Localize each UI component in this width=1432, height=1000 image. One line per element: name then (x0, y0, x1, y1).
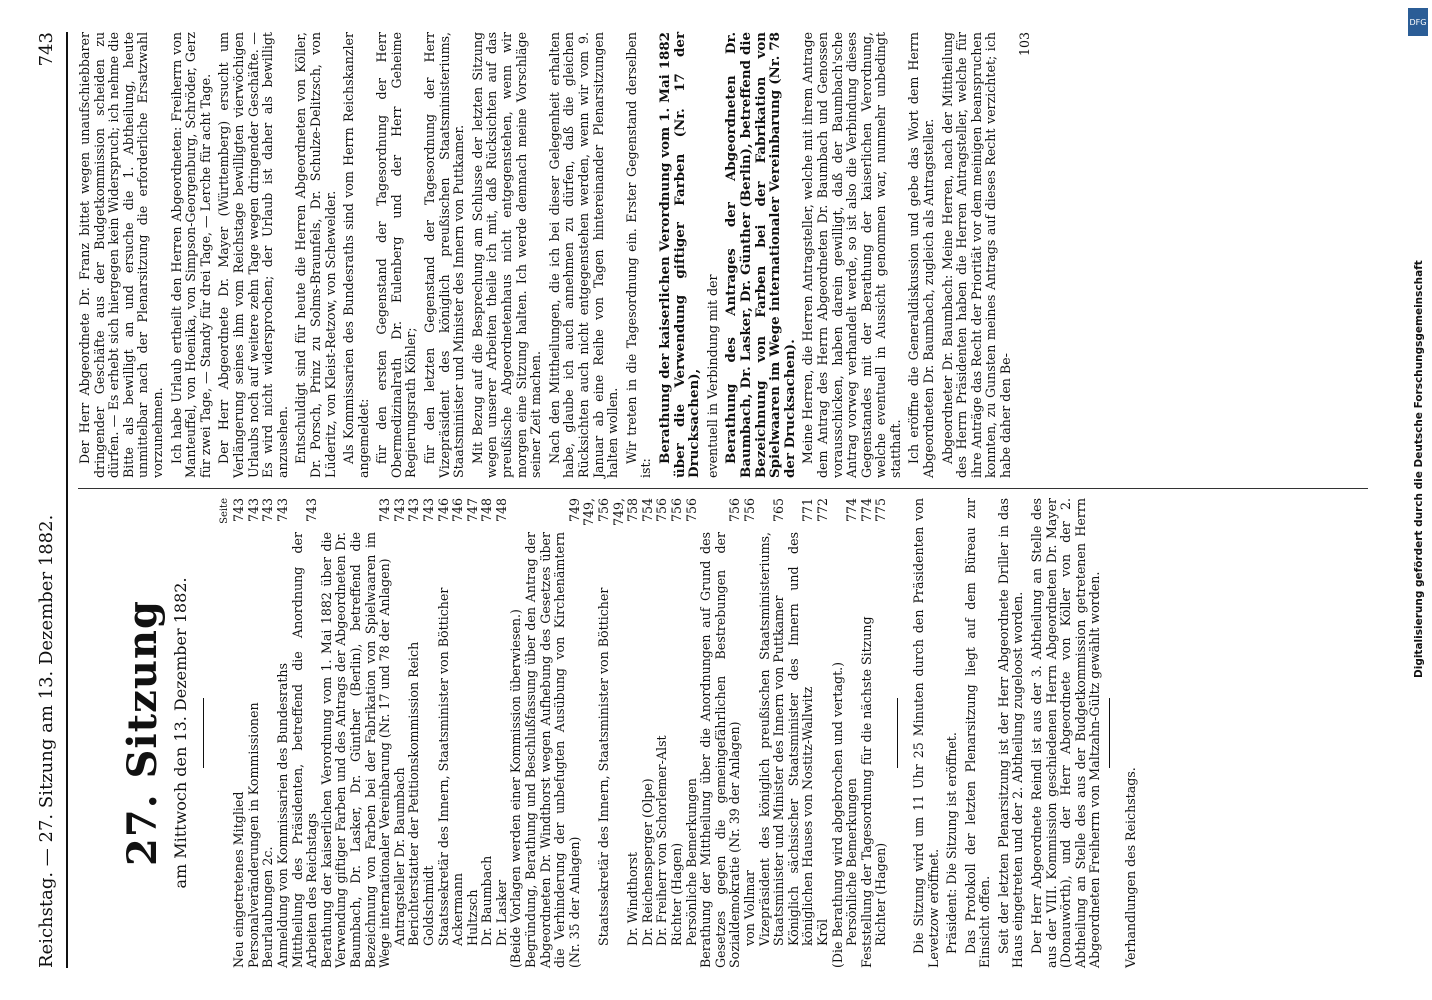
toc-entry-text: Richter (Hagen) (873, 842, 889, 946)
body-paragraph: Der Herr Abgeordnete Dr. Mayer (Württemberg) ersucht um Verlängerung seines ihm vom Reichstage bewilligten vierwöchigen Urlaubs noch auf weitere zehn Tage wegen dringender Geschäfte. — Es wird nicht widersprochen; der Urlaub ist daher als bewilligt anzusehen. (216, 32, 290, 478)
toc-entry-page: 743 (406, 498, 422, 523)
toc-entry-text: Dr. Lasker (493, 879, 509, 946)
toc-entry-text: Berathung der kaiserlichen Verordnung vom 1. Mai 1882 über die Verwendung giftiger Farben und des Antrags der Abgeordneten Dr. Baumbach, Dr. Lasker, Dr. Günther (Berlin), betreffend die Bezeichnung von Farben bei der Fabrikation von Spielwaaren im Wege internationaler Vereinbarung (Nr. 17 und 78 der Anlagen) (318, 532, 393, 968)
toc-entry-text: Ackermann (450, 873, 466, 946)
toc-entry (831, 498, 846, 968)
toc-entry (743, 498, 758, 968)
toc-entry-page: 749 (566, 498, 582, 523)
toc-entry (860, 498, 875, 968)
body-paragraph: Seit der letzten Plenarsitzung ist der Herr Abgeordnete Driller in das Haus eingetreten und der 2. Abtheilung zugeloost worden. (995, 498, 1026, 968)
body-paragraph: Die Sitzung wird um 11 Uhr 25 Minuten durch den Präsidenten von Levetzow eröffnet. (910, 498, 941, 968)
body-paragraph: Ich habe Urlaub ertheilt den Herren Abgeordneten: Freiherrn von Manteuffel, von Hoenika, von Simpson-Georgenburg, Schröder, Gerz für zwei Tage, — Standy für drei Tage, — Lerche für acht Tage. (168, 32, 213, 478)
toc-entry (422, 498, 437, 968)
toc-entry-page: 749, 758 (610, 498, 641, 527)
toc-entry-page: 743 (245, 498, 261, 523)
toc-entry-text: Feststellung der Tagesordnung für die nächste Sitzung (858, 616, 874, 968)
toc-entry-page: 743 (377, 498, 393, 523)
toc-entry (393, 498, 408, 968)
toc-entry (407, 498, 422, 968)
toc-entry-page: 746 (435, 498, 451, 523)
digitization-note (1408, 8, 1430, 993)
toc-entry (232, 498, 247, 968)
toc-entry (451, 498, 466, 968)
toc-entry (655, 498, 670, 968)
toc-entry-text: Dr. Windthorst (625, 852, 641, 946)
toc-entry-page: 765 (771, 498, 787, 523)
toc-entry-page: 756 (741, 498, 757, 523)
toc-entry-page: 748 (493, 498, 509, 523)
toc-entry (509, 498, 524, 968)
toc-entry-text: (Die Berathung wird abgebrochen und vertagt.) (829, 661, 845, 968)
toc-entry (670, 498, 685, 968)
body-paragraph: Berathung der kaiserlichen Verordnung vom 1. Mai 1882 über die Verwendung giftiger Farben (Nr. 17 der Drucksachen), (656, 32, 703, 478)
toc-entry-text: Persönliche Bemerkungen (844, 778, 860, 946)
toc-entry (524, 498, 582, 968)
toc-entry-text: Dr. Baumbach (479, 855, 495, 946)
toc-entry-page: 743 (391, 498, 407, 523)
dfg-logo: DFG (1408, 8, 1428, 36)
toc-entry-page: 743 (304, 498, 320, 523)
header-rule (66, 32, 68, 968)
body-paragraph: eventuell in Verbindung mit der (704, 274, 720, 478)
signature-mark: 103 (1016, 32, 1032, 57)
toc-entry-text: Kröl (814, 918, 830, 946)
toc-entry-page: 754 (639, 498, 655, 523)
toc-entry (320, 498, 393, 968)
toc-entry-text: Richter (Hagen) (669, 842, 684, 946)
toc-entry-text: (Beide Vorlagen werden einer Kommission überwiesen.) (508, 609, 524, 968)
toc-entry (612, 498, 641, 968)
body-paragraph: Der Herr Abgeordnete Dr. Franz bittet wegen unaufschiebbarer dringender Geschäfte aus der Budgetkommission scheiden zu dürfen. — Es erhebt sich hiergegen kein Widerspruch; ich nehme die Bitte als bewilligt an und ersuche die 1. Abtheilung, heute unmittelbar nach der Plenarsitzung die erforderliche Ersatzwahl vorzunehmen. (77, 32, 165, 478)
running-header: Reichstag. — 27. Sitzung am 13. Dezember 1882. (36, 514, 57, 968)
toc-entry-text: Staatssekretär des Innern, Staatsminister von Bötticher (596, 587, 612, 946)
body-paragraph: Ich eröffne die Generaldiskussion und gebe das Wort dem Herrn Abgeordneten Dr. Baumbach, zugleich als Antragsteller. (906, 32, 937, 478)
session-date: am Mittwoch den 13. Dezember 1882. (171, 577, 190, 889)
toc-entry-page: 771 (800, 498, 816, 523)
toc-entry-text: Berichterstatter der Petitionskommission Reich (406, 641, 422, 946)
toc-entry-page: 756 (727, 498, 743, 523)
toc-entry-text: Hultzsch (464, 889, 480, 946)
body-paragraph: für den letzten Gegenstand der Tagesordnung der Herr Vizepräsident des königlich preußischen Staatsministeriums, Staatsminister und Minister des Innern von Puttkamer. (422, 32, 467, 478)
toc-entry-text: Vizepräsident des königlich preußischen Staatsministeriums, Staatsminister und Minister des Innern von Puttkamer (756, 532, 787, 946)
toc-entry (495, 498, 510, 968)
toc-entry-text: Goldschmidt (420, 865, 436, 946)
session-title: 27. Sitzung (119, 600, 166, 866)
toc-entry-text: Dr. Freiherr von Schorlemer-Alst (654, 735, 670, 946)
toc-entry (845, 498, 860, 968)
body-paragraph: Berathung des Antrages der Abgeordneten Dr. Baumbach, Dr. Lasker, Dr. Günther (Berlin), betreffend die Bezeichnung von Farben bei der Fabrikation von Spielwaaren im Wege internationaler Vereinbarung (Nr. 78 der Drucksachen). (723, 32, 798, 478)
toc-entry-text: von Vollmar (741, 870, 757, 946)
left-column (78, 498, 1143, 968)
toc-entry-page: 743 (274, 498, 290, 523)
right-body (78, 32, 1014, 478)
toc-entry-text: Persönliche Bemerkungen (683, 778, 699, 946)
toc-entry (699, 498, 743, 968)
toc-entry (437, 498, 452, 968)
digitization-text: Digitalisierung gefördert durch die Deutsche Forschungsgemeinschaft (1413, 260, 1425, 678)
toc-entry (874, 498, 889, 968)
column-divider (78, 488, 1368, 489)
body-paragraph: Der Herr Abgeordnete Reindl ist aus der 3. Abtheilung an Stelle des aus der VIII. Kommission geschiedenen Herrn Abgeordneten Dr. Mayer (Donauwörth), und der Herr Abgeordnete von Köller von der 2. Abtheilung an Stelle des aus der Budgetkommission getretenen Herrn Abgeordneten Freiherrn von Maltzahn-Gültz gewählt worden. (1029, 498, 1103, 968)
toc-entry (291, 498, 320, 968)
toc-entry (466, 498, 481, 968)
toc-entry-text: Antragsteller Dr. Baumbach (391, 767, 407, 946)
body-paragraph: Mit Bezug auf die Besprechung am Schlusse der letzten Sitzung wegen unserer Arbeiten theile ich mit, daß Rücksichten auf das preußische Abgeordnetenhaus nicht entgegenstehen, wenn wir morgen eine Sitzung halten. Ich werde demnach meine Vorschläge seiner Zeit machen. (469, 32, 544, 478)
toc-entry-page: 748 (479, 498, 495, 523)
left-body (912, 498, 1103, 968)
body-paragraph: Präsident: Die Sitzung ist eröffnet. (944, 732, 960, 954)
page-header (36, 32, 62, 968)
toc-entry-page: 749, 756 (581, 498, 612, 527)
title-rule (203, 698, 204, 768)
toc-entry-text: Königlich sächsischer Staatsminister des Innern und des königlichen Hauses von Nostitz-Wallwitz (785, 532, 816, 946)
toc-entry-text: Personalveränderungen in Kommissionen (245, 702, 261, 968)
toc-entry-page: 772 (814, 498, 830, 523)
toc-entry (787, 498, 816, 968)
body-paragraph: für den ersten Gegenstand der Tagesordnung der Herr Obermedizinalrath Dr. Eulenberg und der Herr Geheime Regierungsrath Köhler; (374, 32, 419, 478)
toc-rule (897, 698, 898, 768)
toc-entry-text: Staatssekretär des Innern, Staatsminister von Bötticher (435, 587, 451, 946)
toc-entry (247, 498, 262, 968)
toc-entry (816, 498, 831, 968)
body-paragraph: Wir treten in die Tagesordnung ein. Erster Gegenstand derselben ist: (623, 32, 654, 478)
toc-entry-text: Beurlaubungen 2c. (260, 846, 276, 968)
toc-entry-page: 743 (260, 498, 276, 523)
toc-entry-page: 756 (683, 498, 699, 523)
body-paragraph: Meine Herren, die Herren Antragsteller, welche mit ihrem Antrage dem Antrag des Herrn Abgeordneten Dr. Baumbach und Genossen vorausschicken, haben darein gewilligt, daß der Baumbach'sche Antrag vorweg verhandelt werde, so ist also die Verbindung dieses Gegenstandes mit der Berathung der kaiserlichen Verordnung, welche eventuell in Aussicht genommen war, nunmehr unbedingt statthaft. (800, 32, 903, 478)
toc-entry-page: 746 (450, 498, 466, 523)
publication-footer: Verhandlungen des Reichstags. (1123, 767, 1139, 968)
toc-entry-text: Mittheilung des Präsidenten, betreffend die Anordnung der Arbeiten des Reichstags (289, 532, 320, 968)
page-number: 743 (36, 32, 57, 67)
toc-entry-page: 775 (873, 498, 889, 523)
toc-entry-page: 756 (669, 498, 684, 523)
toc-entry (758, 498, 787, 968)
body-paragraph: Abgeordneter Dr. Baumbach: Meine Herren, nach der Mittheilung des Herrn Präsidenten haben die Herren Antragsteller, welche für ihre Anträge das Recht der Priorität vor dem meinigen beanspruchen konnten, zu Gunsten meines Antrags auf dieses Recht verzichtet; ich habe daher den Be- (939, 32, 1014, 478)
toc-entry (276, 498, 291, 968)
toc-entry-page: 774 (858, 498, 874, 523)
toc-entry-page: 743 (420, 498, 436, 523)
toc-entry-text: Anmeldung von Kommissarien des Bundesraths (274, 663, 290, 968)
body-paragraph: Das Protokoll der letzten Plenarsitzung liegt auf dem Büreau zur Einsicht offen. (962, 498, 993, 968)
toc-entry (582, 498, 611, 968)
right-column (78, 32, 1032, 478)
body-paragraph: Nach den Mittheilungen, die ich bei dieser Gelegenheit erhalten habe, glaube ich auch annehmen zu dürfen, daß die gleichen Rücksichten auch nicht entgegenstehen werden, wenn wir vom 9. Januar ab eine Reihe von Tagen hintereinander Plenarsitzungen halten wollen. (546, 32, 621, 478)
table-of-contents (218, 498, 889, 968)
toc-entry-text: Dr. Reichensperger (Olpe) (639, 778, 655, 946)
toc-entry (685, 498, 700, 968)
toc-entry-text: Berathung der Mittheilung über die Anordnungen auf Grund des Gesetzes gegen die gemeingefährlichen Bestrebungen der Sozialdemokratie (Nr. 39 der Anlagen) (698, 532, 743, 968)
toc-entry-text: Neu eingetretenes Mitglied (231, 791, 247, 968)
body-paragraph: Als Kommissarien des Bundesraths sind vom Herrn Reichskanzler angemeldet: (341, 32, 371, 478)
toc-entry-text: Begründung, Berathung und Beschlußfassung über den Antrag der Abgeordneten Dr. Windthorst wegen Aufhebung des Gesetzes über die Verhinderung der unbefugten Ausübung von Kirchenämtern (Nr. 35 der Anlagen) (523, 532, 582, 968)
toc-entry-page: 747 (464, 498, 480, 523)
toc-entry-page: 774 (844, 498, 860, 523)
toc-page-label: Seite (218, 498, 230, 524)
toc-entry (641, 498, 656, 968)
toc-entry (480, 498, 495, 968)
body-paragraph: Entschuldigt sind für heute die Herren Abgeordneten von Köller, Dr. Porsch, Prinz zu Solms-Braunfels, Dr. Schulze-Delitzsch, von Lüderitz, von Kleist-Retzow, von Schewelder. (293, 32, 338, 478)
toc-entry-page: 756 (654, 498, 670, 523)
toc-entry-page: 743 (231, 498, 247, 523)
toc-entry (261, 498, 276, 968)
footer-rule (1109, 698, 1110, 768)
